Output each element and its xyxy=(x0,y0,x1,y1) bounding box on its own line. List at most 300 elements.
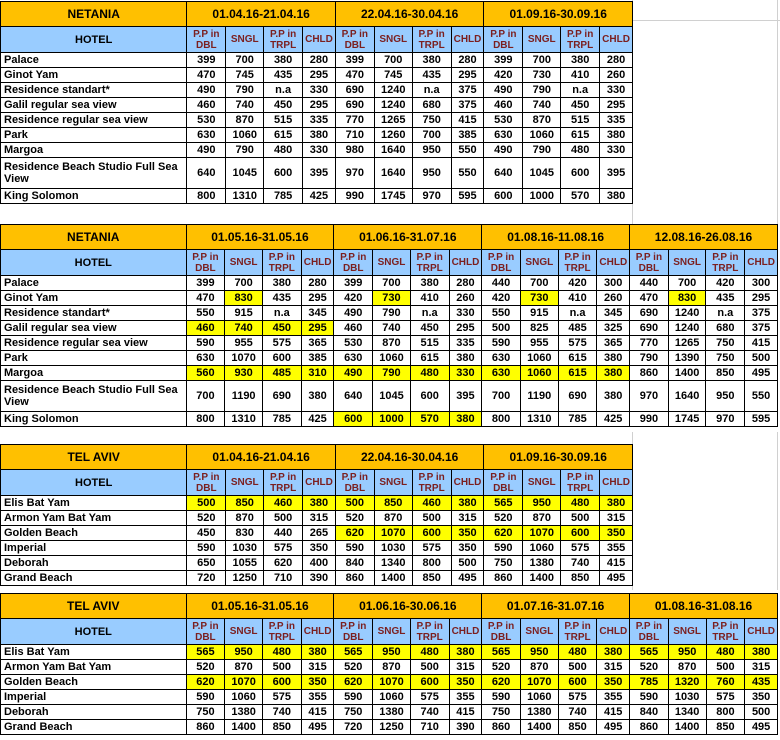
price-cell: 495 xyxy=(600,571,633,586)
price-cell: n.a xyxy=(558,306,597,321)
hotel-name: Ginot Yam xyxy=(1,291,187,306)
price-cell: 790 xyxy=(226,83,264,98)
price-cell: 520 xyxy=(187,511,226,526)
price-cell: 315 xyxy=(449,660,482,675)
table-row xyxy=(1,158,633,189)
period-header: 01.09.16-30.09.16 xyxy=(484,2,633,27)
hotel-name: Residence standart* xyxy=(1,306,187,321)
price-cell: 490 xyxy=(334,366,373,381)
price-cell: 375 xyxy=(451,83,484,98)
price-cell: 435 xyxy=(745,675,778,690)
price-cell: 345 xyxy=(597,306,630,321)
price-cell: 330 xyxy=(449,366,482,381)
price-cell: 330 xyxy=(600,143,633,158)
price-cell: 260 xyxy=(600,68,633,83)
price-cell: 565 xyxy=(186,645,225,660)
price-cell: 380 xyxy=(449,351,482,366)
trpl-column-header: P.P in TRPL xyxy=(558,250,597,276)
price-cell: 550 xyxy=(451,143,484,158)
price-cell: 415 xyxy=(745,336,778,351)
price-cell: 1240 xyxy=(668,321,706,336)
price-cell: 500 xyxy=(558,660,597,675)
trpl-column-header: P.P in TRPL xyxy=(410,619,449,645)
price-cell: 1030 xyxy=(668,690,706,705)
price-cell: 490 xyxy=(484,143,523,158)
price-cell: 315 xyxy=(600,511,633,526)
price-cell: 860 xyxy=(630,366,669,381)
hotel-column-header: HOTEL xyxy=(1,470,187,496)
price-cell: 750 xyxy=(482,705,521,720)
price-cell: 800 xyxy=(412,556,451,571)
hotel-name: King Solomon xyxy=(1,412,187,427)
price-cell: 480 xyxy=(262,645,301,660)
hotel-column-header: HOTEL xyxy=(1,250,187,276)
price-cell: 600 xyxy=(334,412,373,427)
price-cell: 790 xyxy=(373,306,411,321)
price-cell: 590 xyxy=(484,541,523,556)
price-cell: 490 xyxy=(334,306,373,321)
price-cell: 770 xyxy=(335,113,374,128)
period-header: 01.04.16-21.04.16 xyxy=(187,445,336,470)
price-cell: 330 xyxy=(303,143,336,158)
period-header: 01.06.16-31.07.16 xyxy=(334,225,482,250)
period-header: 01.05.16-31.05.16 xyxy=(186,225,334,250)
price-cell: 295 xyxy=(745,291,778,306)
price-cell: 1380 xyxy=(523,556,561,571)
price-cell: 380 xyxy=(600,128,633,143)
chld-column-header: CHLD xyxy=(745,250,778,276)
price-cell: 280 xyxy=(600,53,633,68)
hotel-name: King Solomon xyxy=(1,189,187,204)
price-cell: 460 xyxy=(484,98,523,113)
table-row xyxy=(1,53,633,68)
price-cell: 565 xyxy=(484,496,523,511)
price-cell: 700 xyxy=(523,53,561,68)
period-header: 22.04.16-30.04.16 xyxy=(335,2,484,27)
price-cell: 630 xyxy=(482,351,521,366)
price-cell: 870 xyxy=(373,336,411,351)
price-cell: 500 xyxy=(482,321,521,336)
price-cell: 1745 xyxy=(374,189,412,204)
price-cell: 990 xyxy=(630,412,669,427)
price-cell: 500 xyxy=(410,660,449,675)
price-cell: 600 xyxy=(262,675,301,690)
price-cell: 870 xyxy=(225,660,263,675)
price-cell: 870 xyxy=(523,113,561,128)
price-cell: 870 xyxy=(226,113,264,128)
price-cell: 950 xyxy=(523,496,561,511)
price-cell: 460 xyxy=(186,321,225,336)
chld-column-header: CHLD xyxy=(451,470,484,496)
price-cell: 750 xyxy=(186,705,225,720)
price-cell: 730 xyxy=(373,291,411,306)
price-cell: 750 xyxy=(484,556,523,571)
price-cell: 460 xyxy=(334,321,373,336)
price-cell: 500 xyxy=(451,556,484,571)
price-cell: 530 xyxy=(187,113,226,128)
price-cell: 295 xyxy=(301,321,334,336)
table-row xyxy=(1,720,778,735)
price-cell: 350 xyxy=(303,541,336,556)
rate-table xyxy=(0,444,633,586)
price-cell: 480 xyxy=(264,143,303,158)
trpl-column-header: P.P in TRPL xyxy=(262,250,301,276)
price-cell: 520 xyxy=(335,511,374,526)
sngl-column-header: SNGL xyxy=(226,470,264,496)
price-cell: 1030 xyxy=(226,541,264,556)
price-cell: 425 xyxy=(303,189,336,204)
price-cell: 380 xyxy=(451,496,484,511)
price-cell: 590 xyxy=(187,541,226,556)
price-cell: 300 xyxy=(745,276,778,291)
price-cell: 399 xyxy=(187,53,226,68)
price-cell: 399 xyxy=(334,276,373,291)
chld-column-header: CHLD xyxy=(303,470,336,496)
price-cell: 485 xyxy=(262,366,301,381)
price-cell: 1070 xyxy=(225,351,263,366)
price-cell: 440 xyxy=(630,276,669,291)
price-cell: 595 xyxy=(745,412,778,427)
price-cell: 400 xyxy=(303,556,336,571)
price-cell: 310 xyxy=(301,366,334,381)
table-row xyxy=(1,113,633,128)
hotel-name: Grand Beach xyxy=(1,571,187,586)
price-cell: 515 xyxy=(561,113,600,128)
table-row xyxy=(1,412,778,427)
table-row xyxy=(1,306,778,321)
price-cell: 399 xyxy=(484,53,523,68)
price-cell: 1340 xyxy=(374,556,412,571)
price-cell: 435 xyxy=(412,68,451,83)
price-cell: 480 xyxy=(561,143,600,158)
price-cell: 785 xyxy=(630,675,669,690)
price-cell: 280 xyxy=(451,53,484,68)
price-cell: 315 xyxy=(451,511,484,526)
price-cell: 295 xyxy=(303,98,336,113)
chld-column-header: CHLD xyxy=(301,619,334,645)
price-cell: 1070 xyxy=(373,675,411,690)
price-cell: 500 xyxy=(706,660,745,675)
price-cell: 590 xyxy=(334,690,373,705)
price-cell: 615 xyxy=(558,351,597,366)
price-cell: 1310 xyxy=(226,189,264,204)
table-row xyxy=(1,526,633,541)
price-cell: 495 xyxy=(301,720,334,735)
price-cell: 440 xyxy=(264,526,303,541)
price-cell: 770 xyxy=(630,336,669,351)
price-cell: 720 xyxy=(187,571,226,586)
price-cell: 335 xyxy=(449,336,482,351)
price-cell: 520 xyxy=(334,660,373,675)
price-cell: 1265 xyxy=(668,336,706,351)
price-cell: 750 xyxy=(706,351,745,366)
price-cell: 1745 xyxy=(668,412,706,427)
dbl-column-header: P.P in DBL xyxy=(186,250,225,276)
price-cell: 860 xyxy=(482,720,521,735)
price-cell: 390 xyxy=(303,571,336,586)
price-cell: 700 xyxy=(226,53,264,68)
price-cell: 280 xyxy=(449,276,482,291)
price-cell: 1000 xyxy=(373,412,411,427)
city-title: TEL AVIV xyxy=(1,594,187,619)
price-cell: 345 xyxy=(301,306,334,321)
price-cell: 410 xyxy=(558,291,597,306)
price-cell: 1320 xyxy=(668,675,706,690)
price-cell: 970 xyxy=(412,189,451,204)
hotel-name: Galil regular sea view xyxy=(1,321,187,336)
price-cell: 470 xyxy=(187,68,226,83)
price-cell: 850 xyxy=(412,571,451,586)
price-cell: 700 xyxy=(520,276,558,291)
table-row xyxy=(1,68,633,83)
price-cell: 700 xyxy=(668,276,706,291)
price-cell: 495 xyxy=(451,571,484,586)
price-cell: 1340 xyxy=(668,705,706,720)
hotel-name: Palace xyxy=(1,53,187,68)
price-cell: 730 xyxy=(520,291,558,306)
price-cell: 435 xyxy=(706,291,745,306)
price-cell: 350 xyxy=(600,526,633,541)
rate-table xyxy=(0,593,778,735)
price-cell: 425 xyxy=(301,412,334,427)
table-row xyxy=(1,128,633,143)
price-cell: 380 xyxy=(264,53,303,68)
hotel-name: Park xyxy=(1,128,187,143)
price-cell: n.a xyxy=(561,83,600,98)
price-cell: 790 xyxy=(523,83,561,98)
price-cell: 490 xyxy=(484,83,523,98)
price-cell: 790 xyxy=(630,351,669,366)
table-row xyxy=(1,143,633,158)
table-row xyxy=(1,98,633,113)
hotel-column-header: HOTEL xyxy=(1,27,187,53)
price-cell: 630 xyxy=(482,366,521,381)
price-cell: 620 xyxy=(264,556,303,571)
hotel-name: Golden Beach xyxy=(1,526,187,541)
price-cell: 395 xyxy=(449,381,482,412)
price-cell: 1400 xyxy=(225,720,263,735)
hotel-name: Golden Beach xyxy=(1,675,187,690)
hotel-name: Galil regular sea view xyxy=(1,98,187,113)
hotel-name: Grand Beach xyxy=(1,720,187,735)
dbl-column-header: P.P in DBL xyxy=(482,619,521,645)
price-cell: 710 xyxy=(264,571,303,586)
price-cell: 500 xyxy=(412,511,451,526)
price-cell: 480 xyxy=(410,366,449,381)
sngl-column-header: SNGL xyxy=(374,470,412,496)
price-cell: 690 xyxy=(262,381,301,412)
chld-column-header: CHLD xyxy=(597,250,630,276)
sheet-gridline xyxy=(777,0,778,224)
table-row xyxy=(1,541,633,556)
price-cell: 315 xyxy=(597,660,630,675)
price-cell: 1060 xyxy=(523,541,561,556)
city-title: TEL AVIV xyxy=(1,445,187,470)
price-cell: 380 xyxy=(449,412,482,427)
trpl-column-header: P.P in TRPL xyxy=(410,250,449,276)
price-cell: 1380 xyxy=(225,705,263,720)
price-cell: 760 xyxy=(706,675,745,690)
price-cell: 950 xyxy=(412,158,451,189)
sngl-column-header: SNGL xyxy=(523,470,561,496)
price-cell: 420 xyxy=(558,276,597,291)
price-cell: 315 xyxy=(745,660,778,675)
price-cell: 800 xyxy=(187,189,226,204)
price-cell: 295 xyxy=(449,321,482,336)
price-cell: 1045 xyxy=(226,158,264,189)
price-cell: 620 xyxy=(334,675,373,690)
price-cell: n.a xyxy=(410,306,449,321)
price-cell: 870 xyxy=(668,660,706,675)
price-cell: 1190 xyxy=(520,381,558,412)
price-cell: 850 xyxy=(558,720,597,735)
dbl-column-header: P.P in DBL xyxy=(484,470,523,496)
table-row xyxy=(1,660,778,675)
price-cell: 600 xyxy=(561,158,600,189)
price-cell: 380 xyxy=(262,276,301,291)
price-cell: 315 xyxy=(301,660,334,675)
price-cell: 575 xyxy=(558,690,597,705)
price-cell: 280 xyxy=(303,53,336,68)
sngl-column-header: SNGL xyxy=(225,250,263,276)
trpl-column-header: P.P in TRPL xyxy=(561,470,600,496)
price-cell: 495 xyxy=(745,720,778,735)
price-cell: 970 xyxy=(630,381,669,412)
price-cell: 1060 xyxy=(225,690,263,705)
price-cell: 450 xyxy=(561,98,600,113)
sngl-column-header: SNGL xyxy=(225,619,263,645)
price-cell: 500 xyxy=(561,511,600,526)
price-cell: 575 xyxy=(410,690,449,705)
price-cell: 710 xyxy=(335,128,374,143)
price-cell: 690 xyxy=(630,321,669,336)
price-cell: 590 xyxy=(482,690,521,705)
hotel-name: Imperial xyxy=(1,690,187,705)
price-cell: 470 xyxy=(335,68,374,83)
price-cell: 740 xyxy=(410,705,449,720)
table-row xyxy=(1,291,778,306)
price-cell: 990 xyxy=(335,189,374,204)
price-cell: 830 xyxy=(226,526,264,541)
price-cell: 980 xyxy=(335,143,374,158)
price-cell: 630 xyxy=(334,351,373,366)
price-cell: 745 xyxy=(226,68,264,83)
chld-column-header: CHLD xyxy=(600,470,633,496)
price-cell: 620 xyxy=(482,675,521,690)
price-cell: 640 xyxy=(484,158,523,189)
price-cell: 870 xyxy=(373,660,411,675)
price-cell: 740 xyxy=(262,705,301,720)
price-cell: 790 xyxy=(373,366,411,381)
price-cell: 700 xyxy=(482,381,521,412)
price-cell: 740 xyxy=(523,98,561,113)
price-cell: 1070 xyxy=(520,675,558,690)
price-cell: 850 xyxy=(706,366,745,381)
price-cell: 385 xyxy=(451,128,484,143)
price-cell: 399 xyxy=(186,276,225,291)
price-cell: 460 xyxy=(412,496,451,511)
sngl-column-header: SNGL xyxy=(520,619,558,645)
price-cell: 950 xyxy=(412,143,451,158)
price-cell: 350 xyxy=(451,526,484,541)
price-cell: 600 xyxy=(262,351,301,366)
price-cell: 950 xyxy=(373,645,411,660)
price-cell: 500 xyxy=(335,496,374,511)
price-cell: 380 xyxy=(745,645,778,660)
hotel-name: Armon Yam Bat Yam xyxy=(1,511,187,526)
price-cell: 930 xyxy=(225,366,263,381)
trpl-column-header: P.P in TRPL xyxy=(706,250,745,276)
price-cell: 420 xyxy=(706,276,745,291)
price-cell: 640 xyxy=(334,381,373,412)
price-cell: 365 xyxy=(301,336,334,351)
price-cell: 570 xyxy=(561,189,600,204)
price-cell: 355 xyxy=(449,690,482,705)
price-cell: 1060 xyxy=(373,351,411,366)
price-cell: 730 xyxy=(523,68,561,83)
price-cell: 1310 xyxy=(520,412,558,427)
price-cell: 600 xyxy=(558,675,597,690)
price-cell: 600 xyxy=(410,675,449,690)
price-cell: 440 xyxy=(482,276,521,291)
table-row xyxy=(1,336,778,351)
price-cell: 620 xyxy=(335,526,374,541)
price-cell: 600 xyxy=(561,526,600,541)
price-cell: 840 xyxy=(335,556,374,571)
price-cell: 740 xyxy=(561,556,600,571)
price-cell: 260 xyxy=(597,291,630,306)
price-cell: 750 xyxy=(412,113,451,128)
price-cell: 860 xyxy=(335,571,374,586)
price-cell: 650 xyxy=(187,556,226,571)
price-cell: 1190 xyxy=(225,381,263,412)
price-cell: 740 xyxy=(226,98,264,113)
chld-column-header: CHLD xyxy=(301,250,334,276)
price-cell: 1060 xyxy=(373,690,411,705)
period-header: 01.04.16-21.04.16 xyxy=(187,2,336,27)
hotel-name: Residence Beach Studio Full Sea View xyxy=(1,381,187,412)
period-header: 12.08.16-26.08.16 xyxy=(630,225,778,250)
price-cell: 630 xyxy=(484,128,523,143)
price-cell: 1640 xyxy=(668,381,706,412)
price-cell: 550 xyxy=(745,381,778,412)
table-row xyxy=(1,645,778,660)
dbl-column-header: P.P in DBL xyxy=(187,470,226,496)
price-cell: 600 xyxy=(410,381,449,412)
price-cell: 375 xyxy=(745,321,778,336)
trpl-column-header: P.P in TRPL xyxy=(264,470,303,496)
price-cell: 380 xyxy=(561,53,600,68)
period-header: 22.04.16-30.04.16 xyxy=(335,445,484,470)
price-cell: 390 xyxy=(449,720,482,735)
rate-table xyxy=(0,224,778,427)
price-cell: 450 xyxy=(262,321,301,336)
price-cell: 1070 xyxy=(225,675,263,690)
price-cell: n.a xyxy=(412,83,451,98)
price-cell: 1045 xyxy=(373,381,411,412)
price-cell: 870 xyxy=(374,511,412,526)
price-cell: 1060 xyxy=(226,128,264,143)
price-cell: 565 xyxy=(334,645,373,660)
price-cell: n.a xyxy=(706,306,745,321)
price-cell: 850 xyxy=(374,496,412,511)
price-cell: n.a xyxy=(262,306,301,321)
price-cell: 785 xyxy=(262,412,301,427)
sngl-column-header: SNGL xyxy=(668,250,706,276)
price-cell: 1045 xyxy=(523,158,561,189)
price-cell: 950 xyxy=(225,645,263,660)
price-cell: 690 xyxy=(630,306,669,321)
